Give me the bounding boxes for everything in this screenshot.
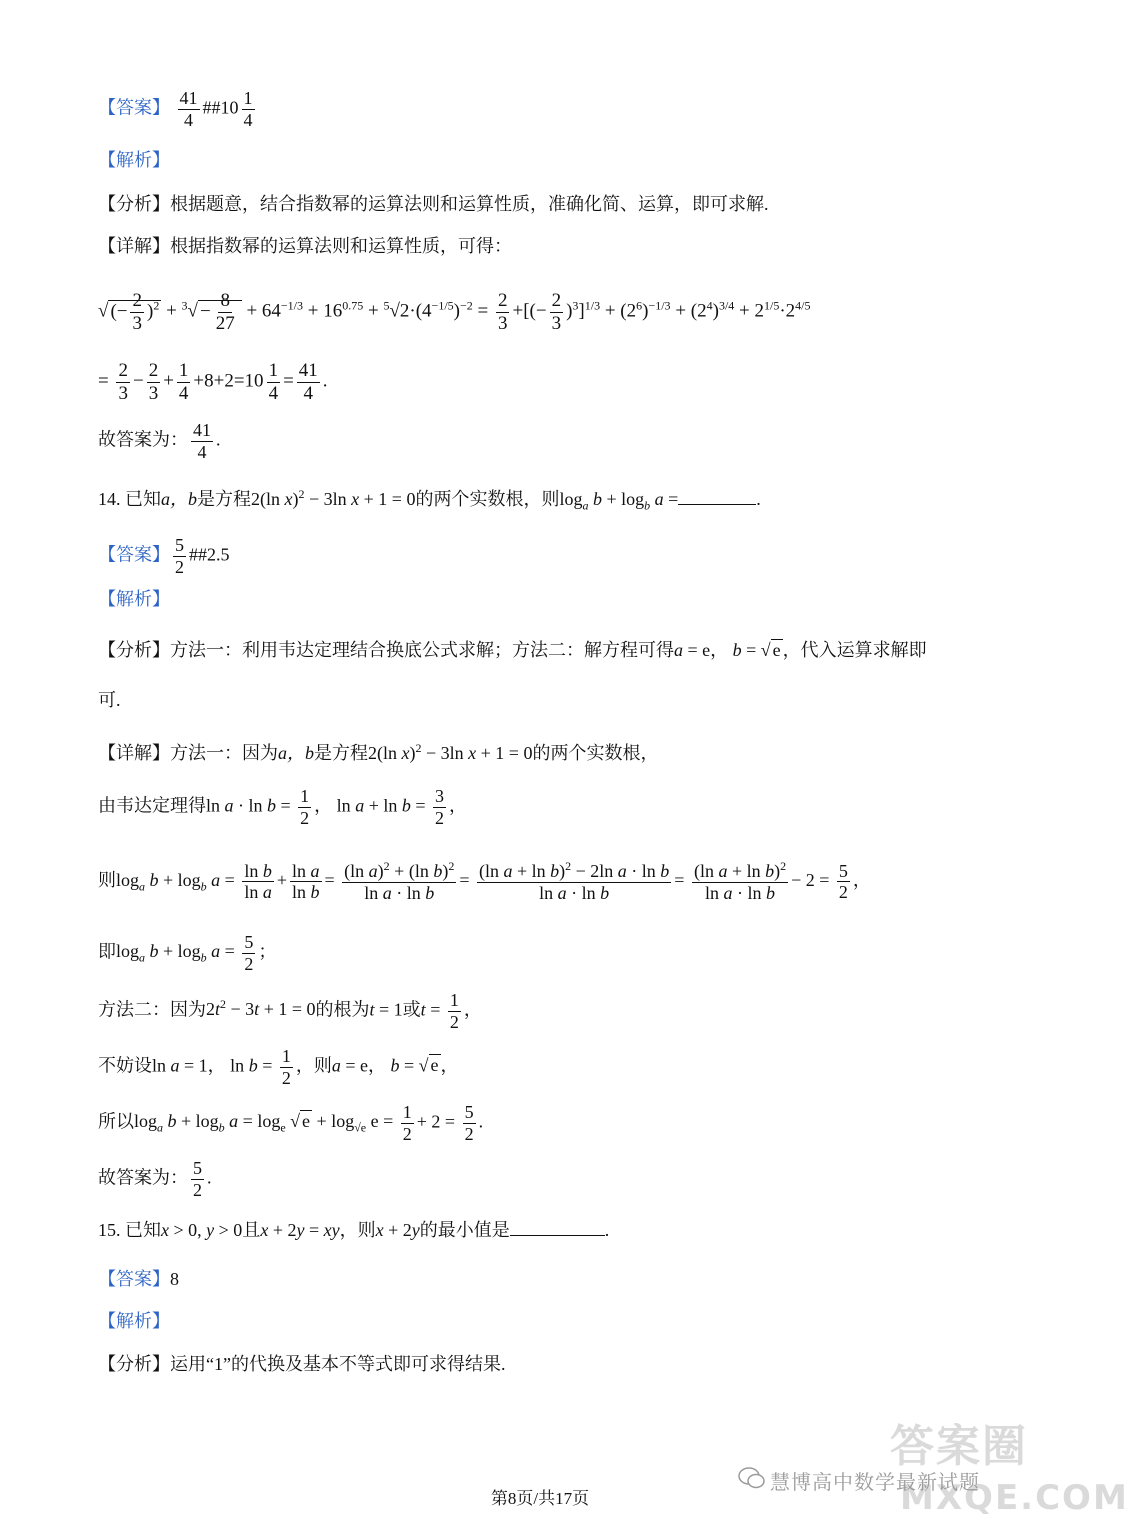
q14-then: 则$\log_a b + \log_b a$ = $\frac{\text{ln b}}{\text{ln a}}$ + $\frac{\text{ln a}}{\text{ln b}}$ = $\frac{(\ln a)^2 + (\ln b)^2}{\text{ln a · ln b}}$ = $\frac{(\ln a + \ln b)^2 - 2\ln a \cdot \ln b}{\text{ln a · ln b}}$ = $\frac{(\ln a + \ln b)^2}{\text{ln a · ln b}}$ − 2 = $\frac{5}{2}$ ， xyxy=(98,859,871,903)
q14-fenxi-cont: 可. xyxy=(98,690,121,710)
watermark-logo: 答案圈 xyxy=(890,1421,1028,1472)
q13-fenxi: 【分析】根据题意，结合指数幂的运算法则和运算性质，准确化简、运算，即可求解. xyxy=(98,194,769,214)
answer-blank xyxy=(678,486,756,505)
q14-vieta: 由韦达定理得ln a · ln b = $\frac{1}{2}$ ， ln a + ln b = $\frac{3}{2}$ ， xyxy=(98,786,467,828)
q14-assume: 不妨设ln a = 1， ln b = $\frac{1}{2}$ ，则a = e， b = √ e ， xyxy=(98,1046,459,1088)
q14-ji: 即$\log_a b + \log_b a$ = $\frac{5}{2}$ ； xyxy=(98,932,277,974)
q14-answer-row: 【答案】 $\frac{5}{2}$ ##2.5 xyxy=(98,535,230,577)
page-footer: 第8页/共17页 xyxy=(490,1489,590,1508)
q14-so: 所以$\log_a b + \log_b a = \log_e$ √ $e + \log_{√e} e$ = $\frac{1}{2}$ + 2 = $\frac{5}{2}$ . xyxy=(98,1102,484,1144)
q15-answer-row: 【答案】8 xyxy=(98,1269,179,1289)
answer-fraction: $\frac{41}{4}$ xyxy=(179,88,198,130)
q15-stem: 15. 已知x > 0, y > 0且x + 2y = xy，则x + 2y的最小值是 . xyxy=(98,1216,609,1244)
q13-analysis-label: 【解析】 xyxy=(98,150,170,170)
answer-label: 【答案】 xyxy=(98,97,170,118)
q14-result: 故答案为： $\frac{5}{2}$ . xyxy=(98,1158,212,1200)
q14-method2: 方法二：因为$2t^2 - 3t + 1 = 0$的根为t = 1或t = $\frac{1}{2}$ ， xyxy=(98,990,482,1032)
q13-detail: 【详解】根据指数幂的运算法则和运算性质，可得： xyxy=(98,236,512,256)
q14-analysis-label: 【解析】 xyxy=(98,589,170,609)
answer-alt: ##10 xyxy=(202,97,239,118)
watermark-url: MXQE.COM xyxy=(900,1478,1129,1518)
q14-stem: 14. 已知a，b是方程2(ln x)$^2$ − 3ln x + 1 = 0的两个实数根，则$\log_a b + \log_b a$ = . xyxy=(98,487,761,513)
q13-formula-2: = $\frac{2}{3}$ − $\frac{2}{3}$ + $\frac{1}{4}$ +8+2=10 $\frac{1}{4}$ = $\frac{41}{4}$ . xyxy=(98,360,328,404)
answer-blank xyxy=(510,1217,605,1236)
q15-fenxi: 【分析】运用“1”的代换及基本不等式即可求得结果. xyxy=(98,1354,506,1374)
q13-answer-row: 【答案】 $\frac{41}{4}$ ##10 $\frac{1}{4}$ xyxy=(98,88,253,130)
q15-analysis-label: 【解析】 xyxy=(98,1311,170,1331)
watermark-account: 慧博高中数学最新试题 xyxy=(770,1470,980,1494)
q14-fenxi: 【分析】方法一：利用韦达定理结合换底公式求解；方法二：解方程可得a = e， b = √ e ，代入运算求解即 xyxy=(98,640,927,660)
q13-formula: √ (− $\frac{2}{3}$ )$^2$ + $^3$√ − $\frac{8}{27}$ + $64^{-1/3} + 16^{0.75} + ^5√2\cdot(4^{-1/5})^{-2}$ = $\frac{2}{3}$ +[(− $\frac{2}{3}$ )$^3]^{1/3} + (2^6)^{-1/3} + (2^4)^{3/4} + 2^{1/5}\cdot 2^{4/5}$ xyxy=(98,290,811,334)
q14-detail: 【详解】方法一：因为a，b是方程2(ln x)$^2$ − 3ln x + 1 = 0的两个实数根， xyxy=(98,741,659,763)
q13-result: 故答案为： $\frac{41}{4}$ . xyxy=(98,420,221,462)
